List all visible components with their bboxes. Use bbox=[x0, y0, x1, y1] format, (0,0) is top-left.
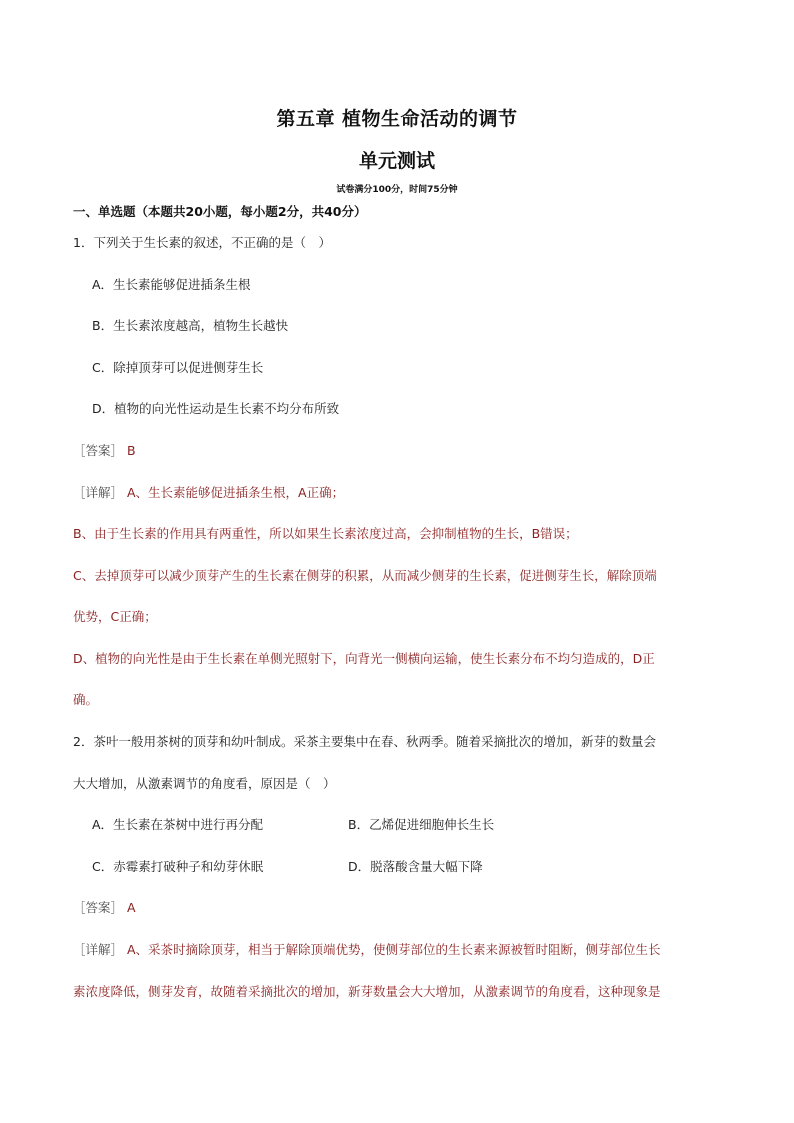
question-1-detail-line-2: B、由于生长素的作用具有两重性，所以如果生长素浓度过高，会抑制植物的生长，B错误； bbox=[73, 526, 578, 541]
question-1-answer bbox=[73, 443, 136, 459]
detail-label: ［详解］ bbox=[73, 942, 124, 957]
detail-label: ［详解］ bbox=[73, 485, 124, 500]
chapter-title: 第五章 植物生命活动的调节 bbox=[276, 108, 518, 130]
question-1-detail-line-3: C、去掉顶芽可以减少顶芽产生的生长素在侧芽的积累，从而减少侧芽的生长素，促进侧芽生长，解除顶端 bbox=[73, 568, 657, 583]
unit-test-subtitle: 单元测试 bbox=[358, 150, 435, 172]
question-2-option-a: A．生长素在茶树中进行再分配 bbox=[92, 817, 264, 832]
question-2-option-c: C．赤霉素打破种子和幼芽休眠 bbox=[92, 859, 264, 874]
question-2-stem-line-1: 2．茶叶一般用茶树的顶芽和幼叶制成。采茶主要集中在春、秋两季。随着采摘批次的增加，新芽的数量会 bbox=[73, 734, 656, 749]
question-2-option-b: B．乙烯促进细胞伸长生长 bbox=[348, 817, 495, 832]
section-heading: 一、单选题（本题共20小题，每小题2分，共40分） bbox=[73, 204, 367, 219]
question-2-detail-line-2: 素浓度降低，侧芽发育，故随着采摘批次的增加，新芽数量会大大增加，从激素调节的角度看，这种现象是 bbox=[73, 984, 661, 999]
question-1-detail-line-4: 优势，C正确； bbox=[73, 609, 157, 624]
answer-label: ［答案］ bbox=[73, 900, 124, 915]
question-1-option-b: B．生长素浓度越高，植物生长越快 bbox=[92, 318, 289, 333]
question-2-option-d: D．脱落酸含量大幅下降 bbox=[348, 859, 483, 874]
answer-label: ［答案］ bbox=[73, 443, 124, 458]
question-1-option-d: D．植物的向光性运动是生长素不均分布所致 bbox=[92, 401, 340, 416]
answer-value: B bbox=[127, 443, 136, 458]
question-1-detail-line-1 bbox=[73, 485, 344, 501]
answer-value: A bbox=[127, 900, 136, 915]
question-2-stem-line-2: 大大增加，从激素调节的角度看，原因是（ ） bbox=[73, 776, 336, 791]
exam-info: 试卷满分100分，时间75分钟 bbox=[336, 185, 458, 195]
question-2-detail-line-1 bbox=[73, 942, 661, 958]
question-1-option-c: C．除掉顶芽可以促进侧芽生长 bbox=[92, 360, 264, 375]
detail-text: A、生长素能够促进插条生根，A正确； bbox=[127, 485, 345, 500]
detail-text: A、采茶时摘除顶芽，相当于解除顶端优势，使侧芽部位的生长素来源被暂时阻断，侧芽部位生长 bbox=[127, 942, 661, 957]
question-1-detail-line-6: 确。 bbox=[73, 692, 99, 707]
question-1-stem: 1．下列关于生长素的叙述，不正确的是（ ） bbox=[73, 235, 331, 250]
question-1-detail-line-5: D、植物的向光性是由于生长素在单侧光照射下，向背光一侧横向运输，使生长素分布不均匀造成的，D正 bbox=[73, 651, 655, 666]
question-2-answer bbox=[73, 900, 136, 916]
question-1-option-a: A．生长素能够促进插条生根 bbox=[92, 277, 251, 292]
